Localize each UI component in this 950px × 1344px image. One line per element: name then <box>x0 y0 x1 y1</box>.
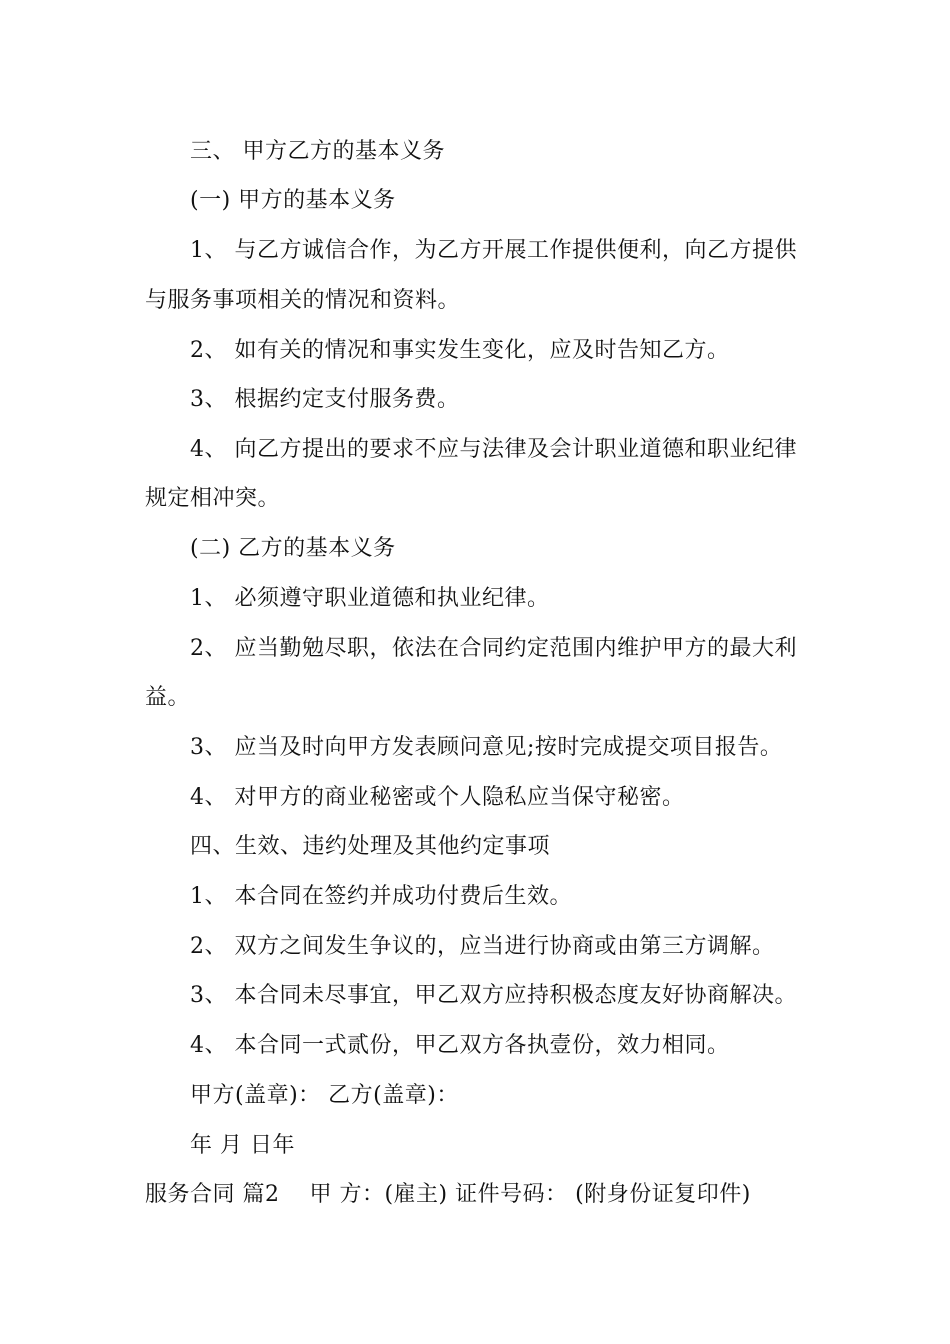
paragraph-line: 规定相冲突。 <box>145 486 281 511</box>
contract-2-heading: 服务合同 篇2 甲 方：(雇主) 证件号码： (附身份证复印件) <box>145 1182 751 1207</box>
section-heading-obligations: 三、 甲方乙方的基本义务 <box>190 139 445 164</box>
paragraph-line: 4、 对甲方的商业秘密或个人隐私应当保守秘密。 <box>190 785 685 810</box>
paragraph-line: 与服务事项相关的情况和资料。 <box>145 288 461 313</box>
paragraph-line: 1、 与乙方诚信合作，为乙方开展工作提供便利，向乙方提供 <box>190 238 797 263</box>
paragraph-line: 1、 本合同在签约并成功付费后生效。 <box>190 884 572 909</box>
paragraph-line: 3、 本合同未尽事宜，甲乙双方应持积极态度友好协商解决。 <box>190 983 797 1008</box>
date-line: 年 月 日年 <box>190 1133 295 1158</box>
paragraph-line: 益。 <box>145 685 191 710</box>
paragraph-line: 3、 根据约定支付服务费。 <box>190 387 460 412</box>
subheading-party-b-obligations: (二) 乙方的基本义务 <box>190 536 396 561</box>
paragraph-line: 1、 必须遵守职业道德和执业纪律。 <box>190 586 550 611</box>
paragraph-line: 4、 向乙方提出的要求不应与法律及会计职业道德和职业纪律 <box>190 437 797 462</box>
paragraph-line: 3、 应当及时向甲方发表顾问意见;按时完成提交项目报告。 <box>190 735 783 760</box>
section-heading-effectiveness: 四、生效、违约处理及其他约定事项 <box>190 834 551 859</box>
paragraph-line: 4、 本合同一式贰份，甲乙双方各执壹份，效力相同。 <box>190 1033 730 1058</box>
paragraph-line: 2、 双方之间发生争议的，应当进行协商或由第三方调解。 <box>190 934 775 959</box>
paragraph-line: 2、 应当勤勉尽职，依法在合同约定范围内维护甲方的最大利 <box>190 636 797 661</box>
paragraph-line: 2、 如有关的情况和事实发生变化，应及时告知乙方。 <box>190 338 730 363</box>
signature-line: 甲方(盖章)： 乙方(盖章)： <box>190 1083 459 1108</box>
subheading-party-a-obligations: (一) 甲方的基本义务 <box>190 188 396 213</box>
